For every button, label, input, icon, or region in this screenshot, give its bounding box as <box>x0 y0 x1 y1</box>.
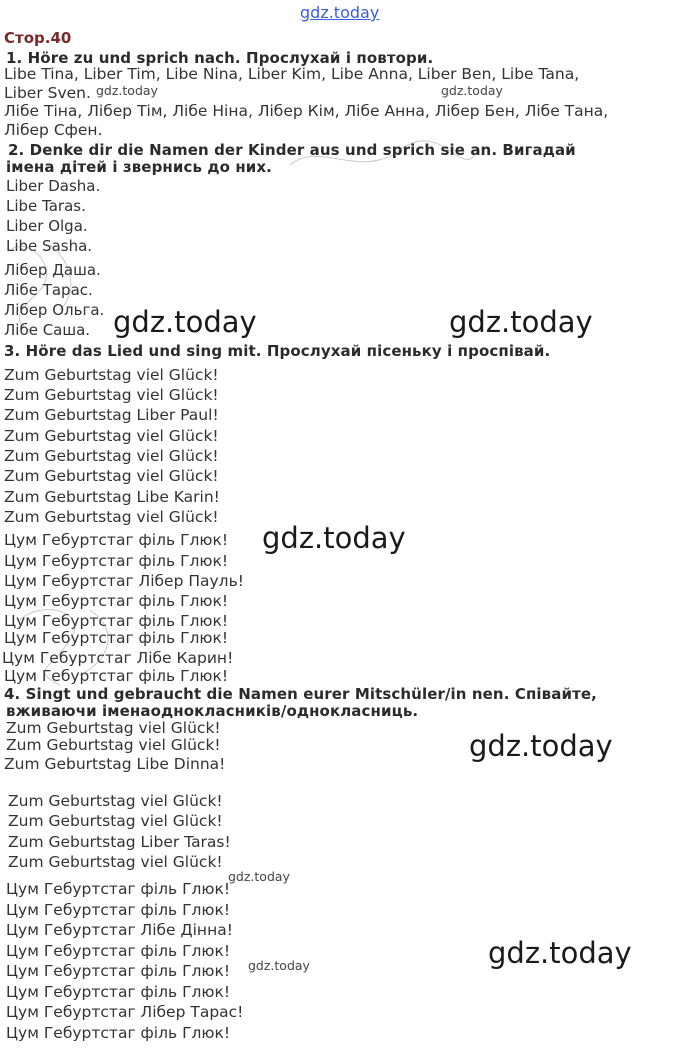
task3-line: Цум Гебуртстаг філь Глюк! <box>4 592 229 610</box>
watermark-top-link[interactable]: gdz.today <box>300 3 380 22</box>
task4-line: Zum Geburtstag viel Glück! <box>8 853 223 871</box>
task4-line: Zum Geburtstag viel Glück! <box>8 792 223 810</box>
task3-line: Zum Geburtstag viel Glück! <box>4 386 219 404</box>
task3-line: Цум Гебуртстаг філь Глюк! <box>4 667 229 685</box>
scribble-decoration <box>280 135 480 185</box>
task4-line: Zum Geburtstag viel Glück! <box>6 736 221 754</box>
task3-line: Zum Geburtstag viel Glück! <box>4 508 219 526</box>
task4-heading: 4. Singt und gebraucht die Namen eurer Mitschüler/in nen. Співайте, <box>4 685 597 703</box>
task1-line: Лібер Сфен. <box>4 121 103 139</box>
task3-line: Zum Geburtstag viel Glück! <box>4 447 219 465</box>
watermark: gdz.today <box>488 936 632 970</box>
task4-line: Zum Geburtstag Libe Dinna! <box>4 755 226 773</box>
task3-line: Zum Geburtstag viel Glück! <box>4 427 219 445</box>
task3-heading: 3. Höre das Lied und sing mit. Прослухай пісеньку і проспівай. <box>4 342 551 360</box>
task1-heading: 1. Höre zu und sprich nach. Прослухай і повтори. <box>6 49 434 67</box>
task3-line: Цум Гебуртстаг філь Глюк! <box>4 531 229 549</box>
watermark: gdz.today <box>469 729 613 763</box>
task4-line: Цум Гебуртстаг філь Глюк! <box>6 983 231 1001</box>
task1-line: Liber Sven. <box>4 84 91 102</box>
watermark-small: gdz.today <box>441 83 503 98</box>
watermark: gdz.today <box>449 305 593 339</box>
watermark-small: gdz.today <box>248 958 310 973</box>
task4-line: Zum Geburtstag Liber Taras! <box>8 833 231 851</box>
task3-line: Цум Гебуртстаг Лібер Пауль! <box>4 572 244 590</box>
task3-line: Zum Geburtstag viel Glück! <box>4 467 219 485</box>
task1-line: Libe Tina, Liber Tim, Libe Nina, Liber Kim, Libe Anna, Liber Ben, Libe Tana, <box>4 65 580 83</box>
task4-line: Цум Гебуртстаг Лібер Тарас! <box>6 1003 244 1021</box>
task2-heading-cont: імена дітей і звернись до них. <box>6 158 272 176</box>
task2-line: Libe Sasha. <box>6 237 93 255</box>
task3-line: Цум Гебуртстаг філь Глюк! <box>4 552 229 570</box>
task4-line: Цум Гебуртстаг філь Глюк! <box>6 962 231 980</box>
task2-line: Лібе Тарас. <box>4 281 93 299</box>
task2-line: Liber Dasha. <box>6 177 101 195</box>
scribble-decoration <box>0 590 150 690</box>
page-title: Стор.40 <box>4 29 72 47</box>
watermark: gdz.today <box>113 305 257 339</box>
task4-line: Цум Гебуртстаг філь Глюк! <box>6 942 231 960</box>
task3-line: Цум Гебуртстаг філь Глюк! <box>4 629 229 647</box>
watermark: gdz.today <box>262 521 406 555</box>
task2-line: Liber Olga. <box>6 217 88 235</box>
watermark-small: gdz.today <box>228 869 290 884</box>
task3-line: Цум Гебуртстаг Лібе Карин! <box>2 649 234 667</box>
watermark-small: gdz.today <box>96 83 158 98</box>
task2-line: Лібер Ольга. <box>4 301 105 319</box>
task3-line: Цум Гебуртстаг філь Глюк! <box>4 612 229 630</box>
task4-heading-cont: вживаючи іменаоднокласників/однокласниць. <box>6 702 419 720</box>
task3-line: Zum Geburtstag viel Glück! <box>4 366 219 384</box>
task2-line: Лібе Саша. <box>4 321 91 339</box>
task1-line: Лібе Тіна, Лібер Тім, Лібе Ніна, Лібер Кім, Лібе Анна, Лібер Бен, Лібе Тана, <box>4 102 609 120</box>
task2-heading: 2. Denke dir die Namen der Kinder aus und sprich sie an. Вигадай <box>8 141 576 159</box>
task3-line: Zum Geburtstag Liber Paul! <box>4 406 219 424</box>
task2-line: Лібер Даша. <box>4 261 101 279</box>
task4-line: Цум Гебуртстаг філь Глюк! <box>6 880 231 898</box>
task3-line: Zum Geburtstag Libe Karin! <box>4 488 220 506</box>
task4-line: Цум Гебуртстаг філь Глюк! <box>6 1024 231 1042</box>
task4-line: Цум Гебуртстаг Лібе Дінна! <box>6 921 233 939</box>
scribble-decoration <box>0 230 120 340</box>
task4-line: Цум Гебуртстаг філь Глюк! <box>6 901 231 919</box>
task4-line: Zum Geburtstag viel Glück! <box>8 812 223 830</box>
task4-line: Zum Geburtstag viel Glück! <box>6 719 221 737</box>
task2-line: Libe Taras. <box>6 197 86 215</box>
